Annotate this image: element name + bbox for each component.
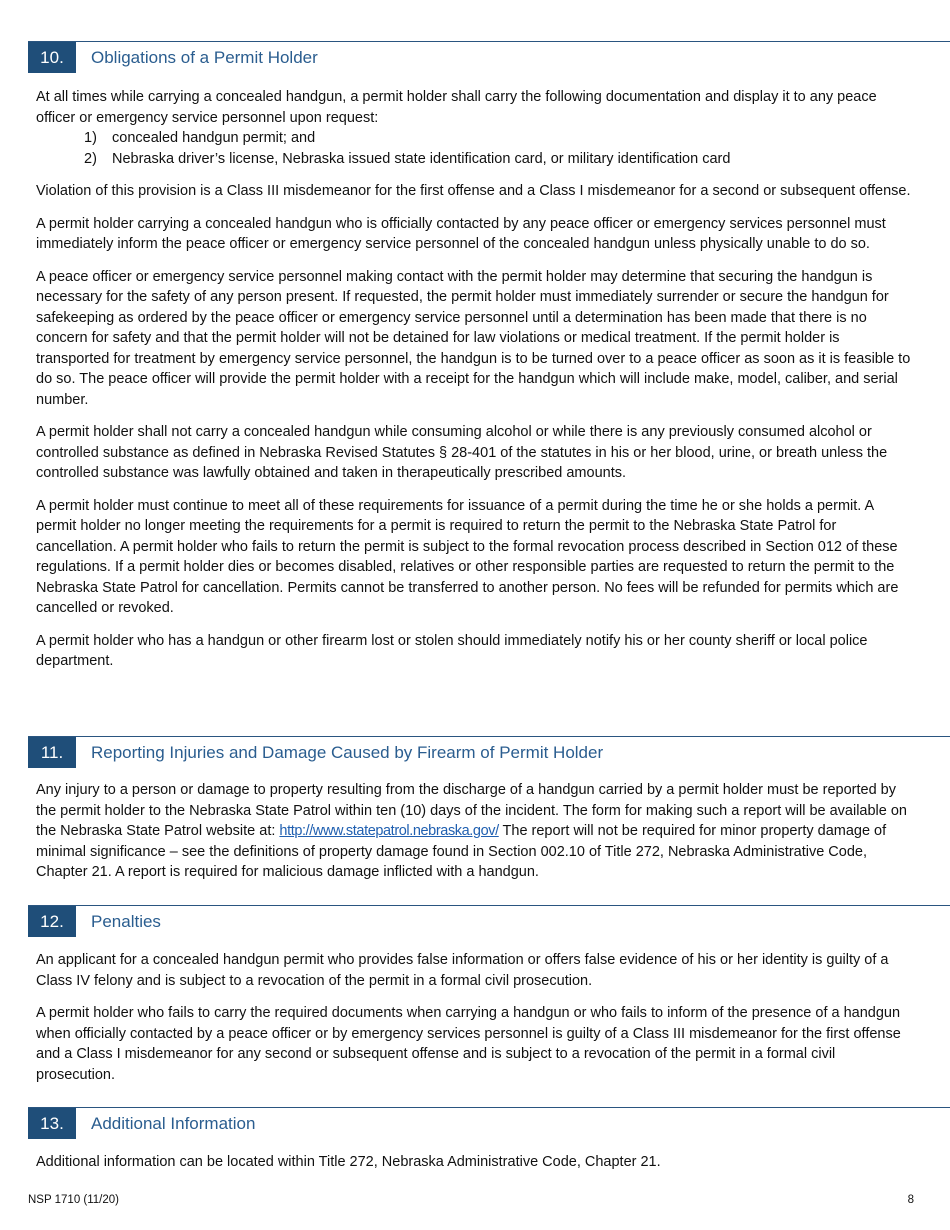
- section-number: 13.: [28, 1108, 76, 1139]
- section-title: Penalties: [91, 912, 161, 931]
- section-title: Obligations of a Permit Holder: [91, 48, 318, 67]
- section-number: 12.: [28, 906, 76, 937]
- section-12: [0, 905, 950, 1097]
- section-10: [0, 41, 950, 684]
- section-11: [0, 736, 950, 895]
- form-id: NSP 1710 (11/20): [28, 1194, 119, 1206]
- list-item: 2) Nebraska driver’s license, Nebraska issued state identification card, or military identification card: [84, 150, 731, 167]
- required-documents-list: [36, 128, 912, 169]
- paragraph: An applicant for a concealed handgun permit who provides false information or offers false evidence of his or her identity is guilty of a Class IV felony and is subject to a revocation of the permit in a formal civil prosecution.: [36, 952, 889, 989]
- list-item: 1) concealed handgun permit; and: [84, 130, 316, 146]
- paragraph: A permit holder must continue to meet all of these requirements for issuance of a permit during the time he or she holds a permit. A permit holder no longer meeting the requirements for a permit is required to return the permit to the Nebraska State Patrol for cancellation. A permit holder who fails to return the permit is subject to the formal revocation process described in Section 012 of these regulations. If a permit holder dies or becomes disabled, relatives or other responsible parties are requested to return the permit to the Nebraska State Patrol for cancellation. Permits cannot be transferred to another person. No fees will be refunded for permits which are cancelled or revoked.: [36, 497, 899, 616]
- section-header: [0, 41, 950, 73]
- section-13: [0, 1107, 950, 1185]
- paragraph: A permit holder carrying a concealed handgun who is officially contacted by any peace officer or emergency services personnel must immediately inform the peace officer or emergency service personnel of the concealed handgun unless physically unable to do so.: [36, 215, 886, 252]
- paragraph: Additional information can be located within Title 272, Nebraska Administrative Code, Chapter 21.: [36, 1154, 661, 1170]
- section-rule: [28, 905, 950, 906]
- section-number: 11.: [28, 737, 76, 768]
- section-title: Additional Information: [91, 1114, 256, 1133]
- paragraph: Any injury to a person or damage to property resulting from the discharge of a handgun carried by a permit holder must be reported by the permit holder to the Nebraska State Patrol within ten (10) days of the incident. The form for making such a report will be available on the Nebraska State Patrol website at: http://www.statepatrol.nebraska.gov/ The report will not be required for minor property damage of minimal significance – see the definitions of property damage found in Section 002.10 of Title 272, Nebraska Administrative Code, Chapter 21. A report is required for malicious damage inflicted with a handgun.: [36, 782, 907, 880]
- paragraph: A permit holder who has a handgun or other firearm lost or stolen should immediately notify his or her county sheriff or local police department.: [36, 632, 868, 669]
- paragraph: At all times while carrying a concealed handgun, a permit holder shall carry the following documentation and display it to any peace officer or emergency service personnel upon request:: [36, 89, 877, 126]
- section-header: [0, 736, 950, 768]
- paragraph: A peace officer or emergency service personnel making contact with the permit holder may determine that securing the handgun is necessary for the safety of any person present. If requested, the permit holder must immediately surrender or secure the handgun for safekeeping as ordered by the peace officer or emergency service personnel until a determination has been made that there is no concern for safety and that the permit holder will not be detained for law violations or medical treatment. If the permit holder is transported for treatment by emergency service personnel, the handgun is to be turned over to a peace officer as soon as it is feasible to do so. The peace officer will provide the permit holder with a receipt for the handgun which will include make, model, caliber, and serial number.: [36, 268, 911, 408]
- state-patrol-website-link[interactable]: http://www.statepatrol.nebraska.gov/: [279, 823, 499, 839]
- section-header: [0, 1107, 950, 1139]
- section-title: Reporting Injuries and Damage Caused by Firearm of Permit Holder: [91, 743, 604, 762]
- paragraph: A permit holder shall not carry a concealed handgun while consuming alcohol or while there is any previously consumed alcohol or controlled substance as defined in Nebraska Revised Statutes § 28-401 of the statutes in his or her blood, urine, or breath unless the controlled substance was lawfully obtained and taken in therapeutically prescribed amounts.: [36, 424, 888, 481]
- paragraph: A permit holder who fails to carry the required documents when carrying a handgun or who fails to inform of the presence of a handgun when officially contacted by a peace officer or by emergency services personnel is guilty of a Class III misdemeanor for the first offense and a Class I misdemeanor for any second or subsequent offense and is subject to a revocation of the permit in a formal civil prosecution.: [36, 1005, 901, 1083]
- section-number: 10.: [28, 42, 76, 73]
- page-number: 8: [907, 1194, 914, 1206]
- section-header: [0, 905, 950, 937]
- paragraph: Violation of this provision is a Class III misdemeanor for the first offense and a Class I misdemeanor for a second or subsequent offense.: [36, 183, 911, 199]
- page-footer: [28, 1194, 922, 1206]
